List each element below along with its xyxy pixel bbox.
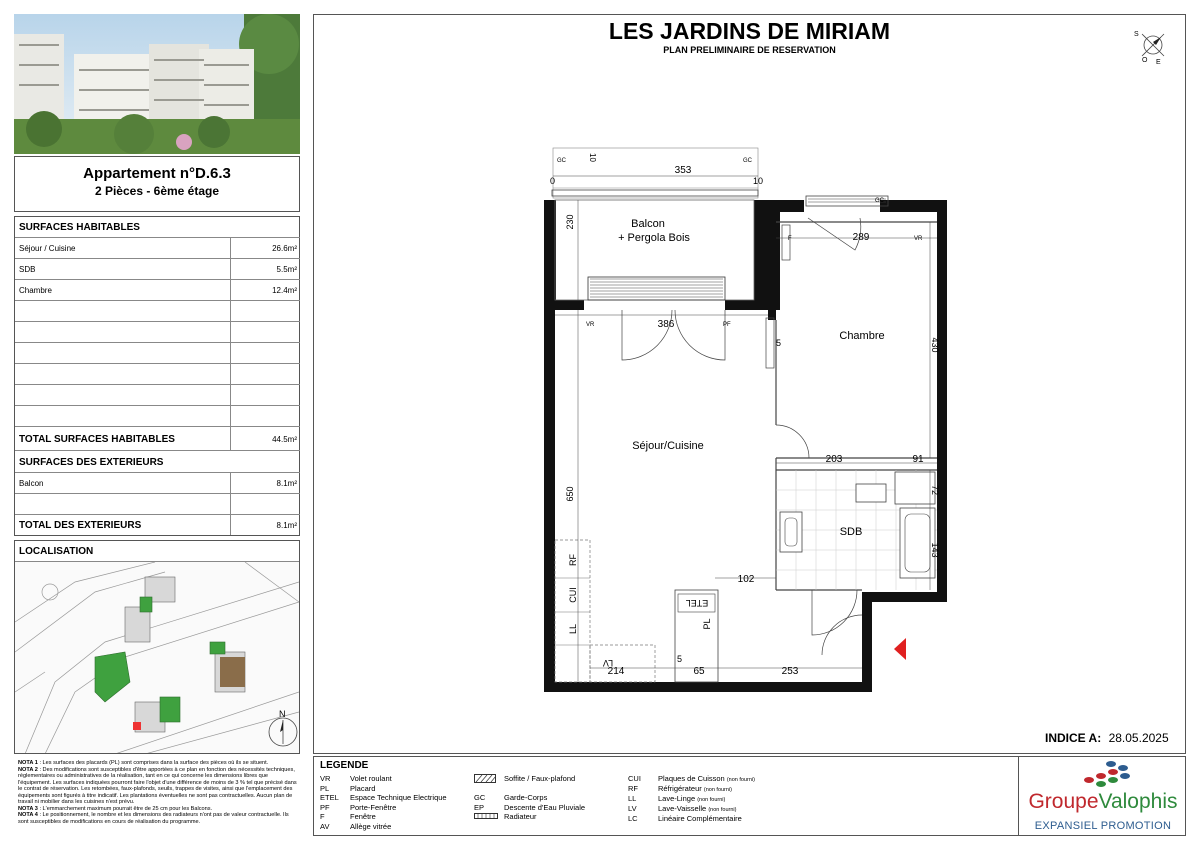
room-sejour: Séjour/Cuisine xyxy=(632,440,704,452)
indice-label: INDICE A: xyxy=(1045,731,1102,745)
legend-item: Radiateur xyxy=(474,812,614,822)
surfaces-total-value: 44.5m² xyxy=(272,435,297,444)
entry-arrow-icon xyxy=(894,638,906,660)
dim-sdb-d1: 72 xyxy=(930,484,940,496)
indice xyxy=(1045,731,1169,745)
surfaces-total-row xyxy=(15,427,300,451)
surface-label: SDB xyxy=(19,265,36,274)
exterieur-value: 8.1m² xyxy=(276,479,297,488)
radiator-icon xyxy=(474,813,498,819)
legend-item: LL Lave-Linge (non fourni) xyxy=(628,794,726,803)
exterieurs-total-row xyxy=(15,515,300,535)
dim-chambre-depth: 430 xyxy=(930,337,940,353)
indice-date: 28.05.2025 xyxy=(1108,731,1169,745)
compass-e: E xyxy=(1156,59,1161,66)
table-row-empty xyxy=(15,364,300,385)
legend-item: LC Linéaire Complémentaire xyxy=(628,814,742,823)
surfaces-heading: SURFACES HABITABLES xyxy=(19,222,140,233)
legend-item: RF Réfrigérateur (non fourni) xyxy=(628,784,733,793)
table-row xyxy=(15,238,300,259)
dim-ten-b: 10 xyxy=(753,176,764,186)
logo-brand-valophis: Valophis xyxy=(1098,790,1178,813)
table-row-empty xyxy=(15,301,300,322)
site-plan xyxy=(15,562,299,754)
code-rf: RF xyxy=(568,554,578,566)
dim-chambre-width: 289 xyxy=(852,232,870,243)
code-pf: PF xyxy=(723,322,731,328)
logo-dots-icon xyxy=(1077,758,1133,788)
logo-brand-groupe: Groupe xyxy=(1028,790,1099,813)
surface-value: 5.5m² xyxy=(276,265,297,274)
legend-item: GC Garde-Corps xyxy=(474,793,548,802)
walls xyxy=(544,200,947,692)
exterieurs-heading-row xyxy=(15,451,300,473)
table-row-empty xyxy=(15,343,300,364)
room-sdb: SDB xyxy=(839,526,863,538)
legend-item: CUI Plaques de Cuisson (non fourni) xyxy=(628,774,755,783)
compass-o: O xyxy=(1142,57,1148,64)
hatch-icon xyxy=(474,774,496,783)
logo-brand xyxy=(1019,790,1187,814)
dim-b2: 65 xyxy=(693,666,705,677)
dim-sejour-depth: 650 xyxy=(565,486,575,502)
building-render xyxy=(14,14,300,154)
exterieurs-heading: SURFACES DES EXTERIEURS xyxy=(19,457,164,468)
apartment-title: Appartement n°D.6.3 xyxy=(83,165,231,182)
code-lv: LV xyxy=(602,658,614,668)
dim-zero: 0 xyxy=(550,176,556,186)
exterieurs-total-value: 8.1m² xyxy=(276,521,297,530)
surface-value: 26.6m² xyxy=(272,244,297,253)
note-4: NOTA 4 : Le positionnement, le nombre et les dimensions des radiateurs n'ont pas de valeur contractuelle. Ils sont susceptibles de modifications en cours de réalisation du programme. xyxy=(18,812,289,825)
code-f: F xyxy=(788,236,792,242)
surface-value: 12.4m² xyxy=(272,286,297,295)
legend-item: Soffite / Faux-plafond xyxy=(474,774,614,786)
logo-tagline: EXPANSIEL PROMOTION xyxy=(1034,820,1172,832)
table-row-empty xyxy=(15,385,300,406)
dim-sejour-width: 386 xyxy=(657,319,675,330)
dim-sdb-d2: 143 xyxy=(930,542,940,558)
dim-sdb-w2: 91 xyxy=(912,454,924,465)
plan-title: LES JARDINS DE MIRIAM xyxy=(608,18,891,44)
dim-balcon-depth: 230 xyxy=(565,214,575,230)
dim-b3: 253 xyxy=(781,666,799,677)
legend-col-3 xyxy=(628,774,828,824)
building-illustration xyxy=(14,14,300,154)
table-row-empty xyxy=(15,494,300,515)
dim-balcon-width: 353 xyxy=(674,165,692,176)
logo-box xyxy=(1018,756,1186,836)
code-cui: CUI xyxy=(568,587,578,603)
north-label: N xyxy=(279,709,286,719)
note-3: NOTA 3 : L'emmarchement maximum pourrait être de 25 cm pour les Balcons. xyxy=(18,805,213,812)
table-row xyxy=(15,473,300,494)
table-row-empty xyxy=(15,322,300,343)
surface-label: Séjour / Cuisine xyxy=(19,244,76,253)
legend-item: LV Lave-Vaisselle (non fourni) xyxy=(628,804,737,813)
floor-plan xyxy=(313,14,1186,754)
room-balcon-1: Balcon xyxy=(631,218,665,230)
dim-sdb-w1: 203 xyxy=(825,454,843,465)
legend-item: EP Descente d'Eau Pluviale xyxy=(474,802,586,812)
dim-five-b: 5 xyxy=(677,654,683,664)
code-ll: LL xyxy=(568,623,578,635)
code-pl: PL xyxy=(702,618,712,630)
note-1: NOTA 1 : Les surfaces des placards (PL) sont comprises dans la surface des pièces où ils se situent. xyxy=(18,760,269,766)
dim-ten-a: 10 xyxy=(588,153,597,162)
legend-heading: LEGENDE xyxy=(320,760,369,771)
table-row xyxy=(15,280,300,301)
dim-hall: 102 xyxy=(737,574,755,585)
surfaces-table xyxy=(14,216,300,536)
surface-label: Chambre xyxy=(19,286,52,295)
exterieur-label: Balcon xyxy=(19,479,44,488)
apartment-title-box xyxy=(14,156,300,212)
code-gc-3: GC xyxy=(875,198,884,204)
room-balcon-2: + Pergola Bois xyxy=(618,232,690,244)
exterieurs-total-label: TOTAL DES EXTERIEURS xyxy=(19,520,142,531)
note-2: NOTA 2 : Des modifications sont susceptibles d'être apportées à ce plan en fonction des nécessités techniques, réglementaires ou administratives de la réalisation, tant en ce qui concerne les dimensions libres que l'équipement. Les surfaces indiquées pourront faire l'objet d'une différence de moins de 3 % tel que précisé dans le contrat de réservation. Les retombées, faux-plafonds, seuils, trappes de visites, ainsi que l'emplacement des équipements sont figurés à titre indicatif. Les plantations éventuelles ne sont pas contractuelles. Aucun plan de travail ni mobilier dans les cuisines n'est prévu. xyxy=(18,766,297,805)
localisation-heading: LOCALISATION xyxy=(19,546,94,557)
table-row xyxy=(15,259,300,280)
localisation-box xyxy=(14,540,300,754)
dim-b1: 214 xyxy=(607,666,625,677)
code-etel: ETEL xyxy=(685,598,709,608)
table-row-empty xyxy=(15,406,300,427)
notes xyxy=(18,760,300,825)
code-gc-1: GC xyxy=(557,158,566,164)
dim-five-a: 5 xyxy=(776,338,782,348)
surfaces-heading-row xyxy=(15,217,300,238)
room-chambre: Chambre xyxy=(839,330,885,342)
code-gc-2: GC xyxy=(743,158,752,164)
code-vr-2: VR xyxy=(914,236,923,242)
legend-col-2 xyxy=(474,774,614,822)
surfaces-total-label: TOTAL SURFACES HABITABLES xyxy=(19,434,175,445)
code-vr: VR xyxy=(586,322,595,328)
apartment-subtitle: 2 Pièces - 6ème étage xyxy=(94,184,220,198)
plan-subtitle: PLAN PRELIMINAIRE DE RESERVATION xyxy=(663,45,836,55)
compass-s: S xyxy=(1134,31,1139,38)
